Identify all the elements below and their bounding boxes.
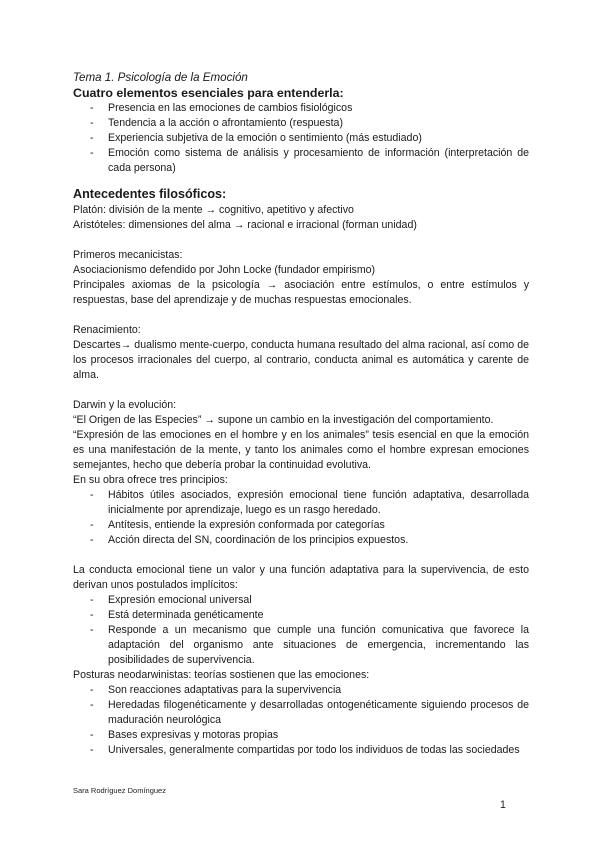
list-item: - Responde a un mecanismo que cumple una función comunicativa que favorece la adaptación del organismo ante situaciones de emergencia, incrementando las posibilidades de supervivencia. [73,623,529,668]
document-page [73,70,529,758]
list-item: - Acción directa del SN, coordinación de los principios expuestos. [73,533,529,548]
document-title: Tema 1. Psicología de la Emoción [73,71,248,84]
list-item: - Heredadas filogenéticamente y desarrolladas ontogenéticamente siguiendo procesos de maduración neurológica [73,698,529,728]
renacimiento-label: Renacimiento: [73,324,141,336]
list-item: - Son reacciones adaptativas para la supervivencia [73,683,529,698]
mecanicistas-line1: Asociacionismo defendido por John Locke (fundador empirismo) [73,264,376,276]
section-heading-elements: Cuatro elementos esenciales para entenderla: [73,86,344,100]
list-item: - Universales, generalmente compartidas por todo los individuos de todas las sociedades [73,743,529,758]
darwin-line3: En su obra ofrece tres principios: [73,474,228,486]
list-item: - Emoción como sistema de análisis y procesamiento de información (interpretación de cada persona) [73,146,529,176]
page-number: 1 [500,799,506,811]
list-item: - Hábitos útiles asociados, expresión emocional tiene función adaptativa, desarrollada inicialmente por aprendizaje, luego es un rasgo heredado. [73,488,529,518]
posturas-line: Posturas neodarwinistas: teorías sostienen que las emociones: [73,669,370,681]
list-item: - Antítesis, entiende la expresión conformada por categorías [73,518,529,533]
neodarwinistas-list [73,683,529,758]
postulados-list [73,593,529,668]
section-heading-antecedentes: Antecedentes filosóficos: [73,187,227,201]
conducta-text: La conducta emocional tiene un valor y una función adaptativa para la supervivencia, de esto derivan unos postulados implícitos: [73,564,529,591]
mecanicistas-label: Primeros mecanicistas: [73,249,183,261]
list-item: - Expresión emocional universal [73,593,529,608]
principios-list [73,488,529,548]
platon-line: Platón: división de la mente → cognitivo, apetitivo y afectivo [73,204,354,216]
list-item: - Presencia en las emociones de cambios fisiológicos [73,101,529,116]
list-item: - Tendencia a la acción o afrontamiento (respuesta) [73,116,529,131]
list-item: - Está determinada genéticamente [73,608,529,623]
list-item: - Experiencia subjetiva de la emoción o sentimiento (más estudiado) [73,131,529,146]
aristoteles-line: Aristóteles: dimensiones del alma → racional e irracional (forman unidad) [73,219,417,231]
renacimiento-text: Descartes→ dualismo mente-cuerpo, conducta humana resultado del alma racional, así como de los procesos irracionales del cuerpo, al contrario, conducta animal es automática y carente de alma. [73,339,529,381]
darwin-label: Darwin y la evolución: [73,399,177,411]
footer-author: Sara Rodríguez Domínguez [73,786,166,795]
darwin-line2: “Expresión de las emociones en el hombre y en los animales” tesis esencial en que la emoción es una manifestación de la mente, y tanto los animales como el hombre expresan emociones semejantes, hecho que debería probar la continuidad evolutiva. [73,429,529,471]
darwin-line1: “El Origen de las Especies” → supone un cambio en la investigación del comportamiento. [73,414,494,426]
elements-list [73,101,529,176]
list-item: - Bases expresivas y motoras propias [73,728,529,743]
mecanicistas-line2: Principales axiomas de la psicología → asociación entre estímulos, o entre estímulos y respuestas, base del aprendizaje y de muchas respuestas emocionales. [73,279,529,306]
